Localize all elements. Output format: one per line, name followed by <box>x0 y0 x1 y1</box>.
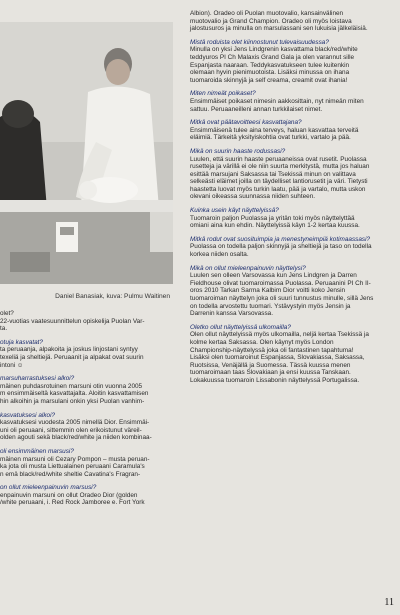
answer-line: /white peruaani, i. Red Rock Jamboree e. Fort York <box>0 499 145 507</box>
answer-text: Luulen sen olleen Varsovassa kun Jens Lindgren ja Darren Fieldhouse olivat tuomaroimassa Puolassa. Peruaanini PI Ch II-oros 2010 Tarkan Sarma Kalbim Dior voitti koko Jensin tuomaroiman näyttelyn joka oli suuri tunnustus minulle, sillä Jens on todella arvostettu tuomari. Ystävystyin myös Jensin ja Darrenin kanssa Varsovassa. <box>190 272 374 318</box>
question-heading: Miten nimeät poikaset? <box>190 90 256 98</box>
answer-text: Albion). Oradeo oli Puolan muotovalio, kansainvälinen muotovalio ja Grand Champion. Oradeo oli myös loistava jalostusuros ja minulla on marsulassani sen lukuisia jälkeläisiä. <box>190 10 368 33</box>
qa-block <box>190 90 374 113</box>
qa-block <box>190 265 374 318</box>
qa-block <box>190 39 374 85</box>
answer-line: texeliä ja sheltiejä. Peruaanit ja alpakat ovat suurin <box>0 353 144 361</box>
question-heading: Mikä on suurin haaste rodussasi? <box>190 147 286 155</box>
right-text-column <box>190 10 374 391</box>
qa-block <box>0 375 172 405</box>
answer-line: enpainuvin marsuni on ollut Oradeo Dior (golden <box>0 491 138 499</box>
answer-text: Olen ollut näyttelyissä myös ulkomailla, neljä kertaa Tsekissä ja kolme kertaa Saksassa. Olen käynyt myös London Championship-näyttelyssä joka oli fantastinen tapahtuma! Lisäksi olen tuomaroinut Espanjassa, Slovakiassa, Saksassa, Ruotsissa, Venäjällä ja Suomessa. Tässä kuussa menen tuomaroimaan taas Slovakiaan ja ensi kuussa Tanskaan. Lokakuussa tuomaroin Lissabonin näyttelyssä Portugalissa. <box>190 331 369 384</box>
qa-block <box>0 310 172 333</box>
qa-block <box>190 324 374 385</box>
answer-line: ta. <box>0 325 8 333</box>
answer-text: Luulen, että suurin haaste peruaaneissa ovat rusetit. Puolassa rusetteja ja värillä ei ole niin suurta merkitystä, mutta jos haluan esittää marsujani Saksassa tai Tsekissä minun on valittava selkeästi eläimet joilla on täydelliset lantiorusetit ja väri. Tietysti haastetta luovat myös turkin laatu, pää ja vartalo, mutta uskon olevani oikeassa suunnassa niiden suhteen. <box>190 155 370 201</box>
answer-text: Tuomaroin paljon Puolassa ja yritän toki myös näyttelyttää omiani aina kun ehdin. Näyttelyissä käyn 1-2 kertaa kuussa. <box>190 214 360 230</box>
question-heading: on ollut mieleenpainuvin marsusi? <box>0 484 97 492</box>
answer-text: Ensimmäisenä tulee aina terveys, haluan kasvattaa terveitä eläimiä. Tärkeitä yksityiskohtia ovat turkki, vartalo ja pää. <box>190 126 359 142</box>
question-heading: Kuinka usein käyt näyttelyissä? <box>190 207 279 215</box>
answer-line: ta peruaanja, alpakoita ja joskus linjostani syntyy <box>0 346 138 354</box>
answer-line: m ensimmäiseltä kasvattajalta. Aloitin kasvattamisen <box>0 390 149 398</box>
answer-line: mäinen marsuni oli Cezary Pompon – musta peruan- <box>0 455 150 463</box>
page-number: 11 <box>384 597 394 608</box>
qa-block <box>0 484 172 507</box>
question-heading: oli ensimmäinen marsusi? <box>0 447 74 455</box>
question-heading: Mistä roduista olet kiinnostunut tulevaisuudessa? <box>190 38 329 46</box>
answer-line: intoni ☺ <box>0 361 24 369</box>
qa-block <box>0 339 172 369</box>
photo-illustration <box>0 22 173 284</box>
answer-line: mäinen puhdasrotuinen marsuni otin vuonna 2005 <box>0 382 143 390</box>
answer-line: olden agouti sekä black/red/white ja niiden kombinaa- <box>0 434 152 442</box>
answer-line: olet? <box>0 310 14 317</box>
question-heading: Mitkä rodut ovat suosituimpia ja menestyneimpiä kotimaassasi? <box>190 235 371 243</box>
qa-block <box>190 10 374 33</box>
qa-block <box>190 236 374 259</box>
question-heading: Mikä on ollut mieleenpainuvin näyttelysi? <box>190 264 306 272</box>
answer-text: Ensimmäiset poikaset nimesin aakkosittain, nyt nimeän miten sattuu. Peruaaneilleni annan turkkilaiset nimet. <box>190 97 364 113</box>
answer-line: hin alkoihin ja marsulani onkin yksi Puolan vanhim- <box>0 397 145 405</box>
answer-line: uni oli peruaani, sittemmin olen erikoistunut väreil- <box>0 426 142 434</box>
qa-block <box>190 207 374 230</box>
question-heading: otuja kasvatat? <box>0 338 43 346</box>
qa-block <box>0 412 172 442</box>
interview-photo <box>0 22 173 284</box>
qa-block <box>190 119 374 142</box>
photo-caption: Daniel Banasiak, kuva: Pulmu Waitinen <box>55 293 170 300</box>
question-heading: kasvatuksesi alkoi? <box>0 411 56 419</box>
answer-line: kasvatuksesi vuodesta 2005 nimellä Dior. Ensimmäi- <box>0 419 150 427</box>
qa-block <box>0 448 172 478</box>
answer-line: ka jota oli musta Liettualainen peruaani Caramula's <box>0 463 145 471</box>
question-heading: Mitkä ovat päätavoitteesi kasvattajana? <box>190 119 302 127</box>
answer-text: Minulla on yksi Jens Lindgrenin kasvattama black/red/white teddyuros PI Ch Malaxis Grand Gala ja olen varannut sille Espanjasta naaraan. Teddykasvatukseen tulee kuitenkin olemaan hyvin pienimuotoista. Lisäksi minussa on ihana tuomaroida skinnyjä ja self creama, creamit ovat ihania! <box>190 46 358 84</box>
question-heading: marsuharrastuksesi alkoi? <box>0 375 75 383</box>
answer-line: 22-vuotias vaatesuunnittelun opiskelija Puolan Var- <box>0 317 145 325</box>
qa-block <box>190 148 374 201</box>
question-heading: Oletko ollut näyttelyissä ulkomailla? <box>190 323 291 331</box>
left-text-column <box>0 310 172 513</box>
answer-text: Puolassa on todella paljon skinnyjä ja sheltiejä ja taso on todella korkea niiden osalta. <box>190 243 372 259</box>
answer-line: n emä black/red/white sheltie Cavatina's Fragran- <box>0 470 141 478</box>
